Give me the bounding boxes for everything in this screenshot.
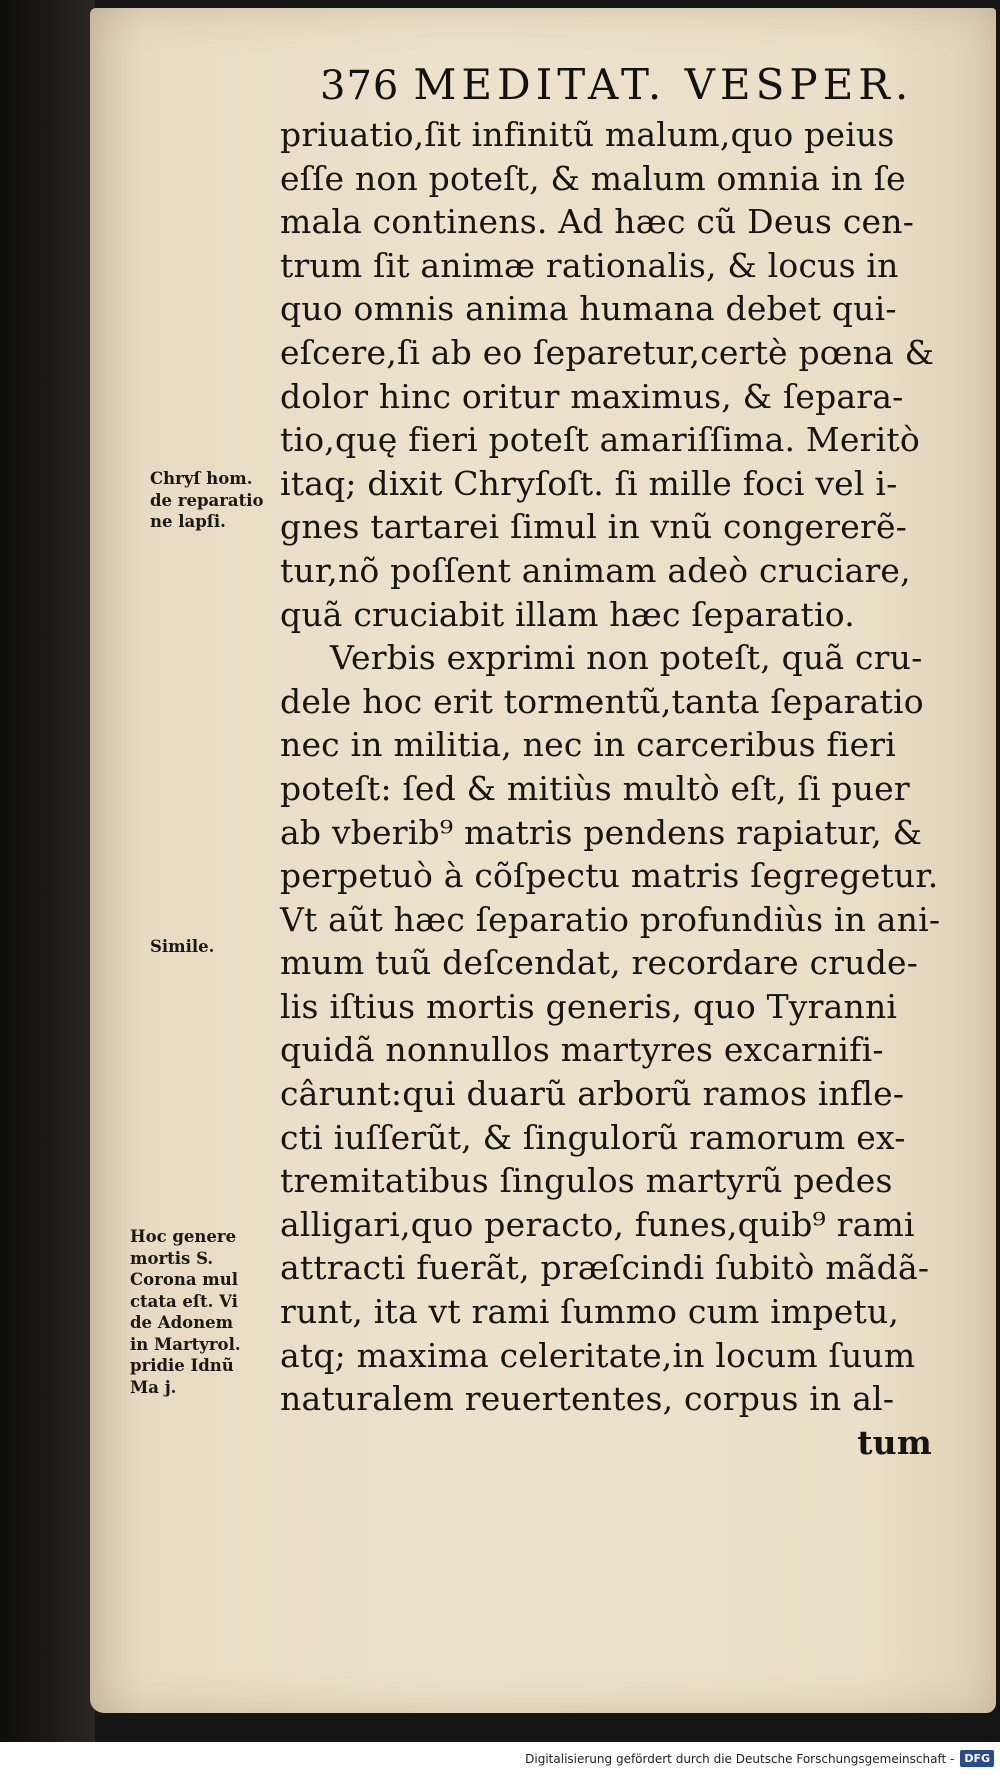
book-spine-shadow [0,0,95,1775]
text-line: mum tuũ deſcendat, recordare crude- [280,943,919,983]
marginal-note-line: Corona mul [130,1270,238,1289]
text-line: priuatio,ſit infinitũ malum,quo peius [280,115,895,154]
text-line: atq; maxima celeritate,in locum ſuum [280,1335,916,1375]
marginal-note-line: Ma j. [130,1377,177,1397]
marginal-note-simile [150,936,214,958]
text-line: attracti fuerãt, præſcindi ſubitò mãdã- [280,1248,930,1288]
text-line: quo omnis anima humana debet qui- [280,289,897,329]
text-line: tur,nõ poſſent animam adeò cruciare, [280,550,911,590]
text-line: runt, ita vt rami ſummo cum impetu, [280,1292,900,1332]
book-page [90,8,996,1713]
marginal-note-line: de reparatio [150,490,264,510]
text-line: cârunt:qui duarũ arborũ ramos infle- [280,1074,905,1114]
running-title: MEDITAT. VESPER. [413,60,914,109]
marginal-note-line: Hoc genere [130,1227,237,1246]
text-line: quidã nonnullos martyres excarnifi- [280,1030,884,1070]
catchword: tum [857,1422,932,1462]
text-line: perpetuò à cõſpectu matris ſegregetur. [280,856,939,896]
marginal-note-martyrdom [130,1226,241,1398]
running-head [320,60,913,109]
marginal-note-line: Chryſ hom. [150,469,253,488]
text-line: dolor hinc oritur maximus, & ſepara- [280,376,904,416]
text-line: naturalem reuertentes, corpus in al- [280,1379,895,1419]
marginal-note-line: Simile. [150,937,215,956]
text-line: Vt aũt hæc ſeparatio profundiùs in ani- [280,899,941,939]
digitization-footer [0,1742,1000,1775]
paragraph-start-line: Verbis exprimi non poteſt, quã cru- [330,638,923,678]
text-line: ab vberib⁹ matris pendens rapiatur, & [280,812,923,852]
dfg-logo-icon: DFG [960,1750,994,1767]
main-text-block [280,113,980,1464]
text-line: quã cruciabit illam hæc ſeparatio. [280,594,855,634]
marginal-note-line: pridie Idnũ [130,1356,234,1375]
text-line: trum ſit animæ rationalis, & locus in [280,245,899,285]
text-line: lis iſtius mortis generis, quo Tyranni [280,986,898,1026]
page-number: 376 [320,63,400,109]
text-line: itaq; dixit Chryſoſt. ſi mille foci vel i- [280,463,898,503]
text-line: tremitatibus ſingulos martyrũ pedes [280,1161,893,1201]
text-line: poteſt: ſed & mitiùs multò eſt, ſi puer [280,768,910,808]
marginal-note-line: ne lapſi. [150,512,226,531]
text-line: nec in militia, nec in carceribus fieri [280,725,897,765]
text-line: cti iuſſerũt, & ſingulorũ ramorum ex- [280,1117,906,1157]
marginal-note-chrysostom [150,468,263,533]
funding-credit: Digitalisierung gefördert durch die Deutsche Forschungsgemeinschaft - [525,1751,955,1766]
text-line: eſcere,ſi ab eo ſeparetur,certè pœna & [280,332,935,372]
marginal-note-line: in Martyrol. [130,1334,241,1354]
marginal-note-line: de Adonem [130,1313,234,1332]
text-line: tio,quę fieri poteſt amariſſima. Meritò [280,420,920,460]
text-line: dele hoc erit tormentũ,tanta ſeparatio [280,681,924,721]
text-line: alligari,quo peracto, funes,quib⁹ rami [280,1204,915,1244]
marginal-note-line: mortis S. [130,1248,214,1268]
text-line: mala continens. Ad hæc cũ Deus cen- [280,202,915,242]
text-line: eſſe non poteſt, & malum omnia in ſe [280,158,906,198]
marginal-note-line: ctata eſt. Vi [130,1291,238,1311]
text-line: gnes tartarei ſimul in vnũ congererẽ- [280,507,908,547]
